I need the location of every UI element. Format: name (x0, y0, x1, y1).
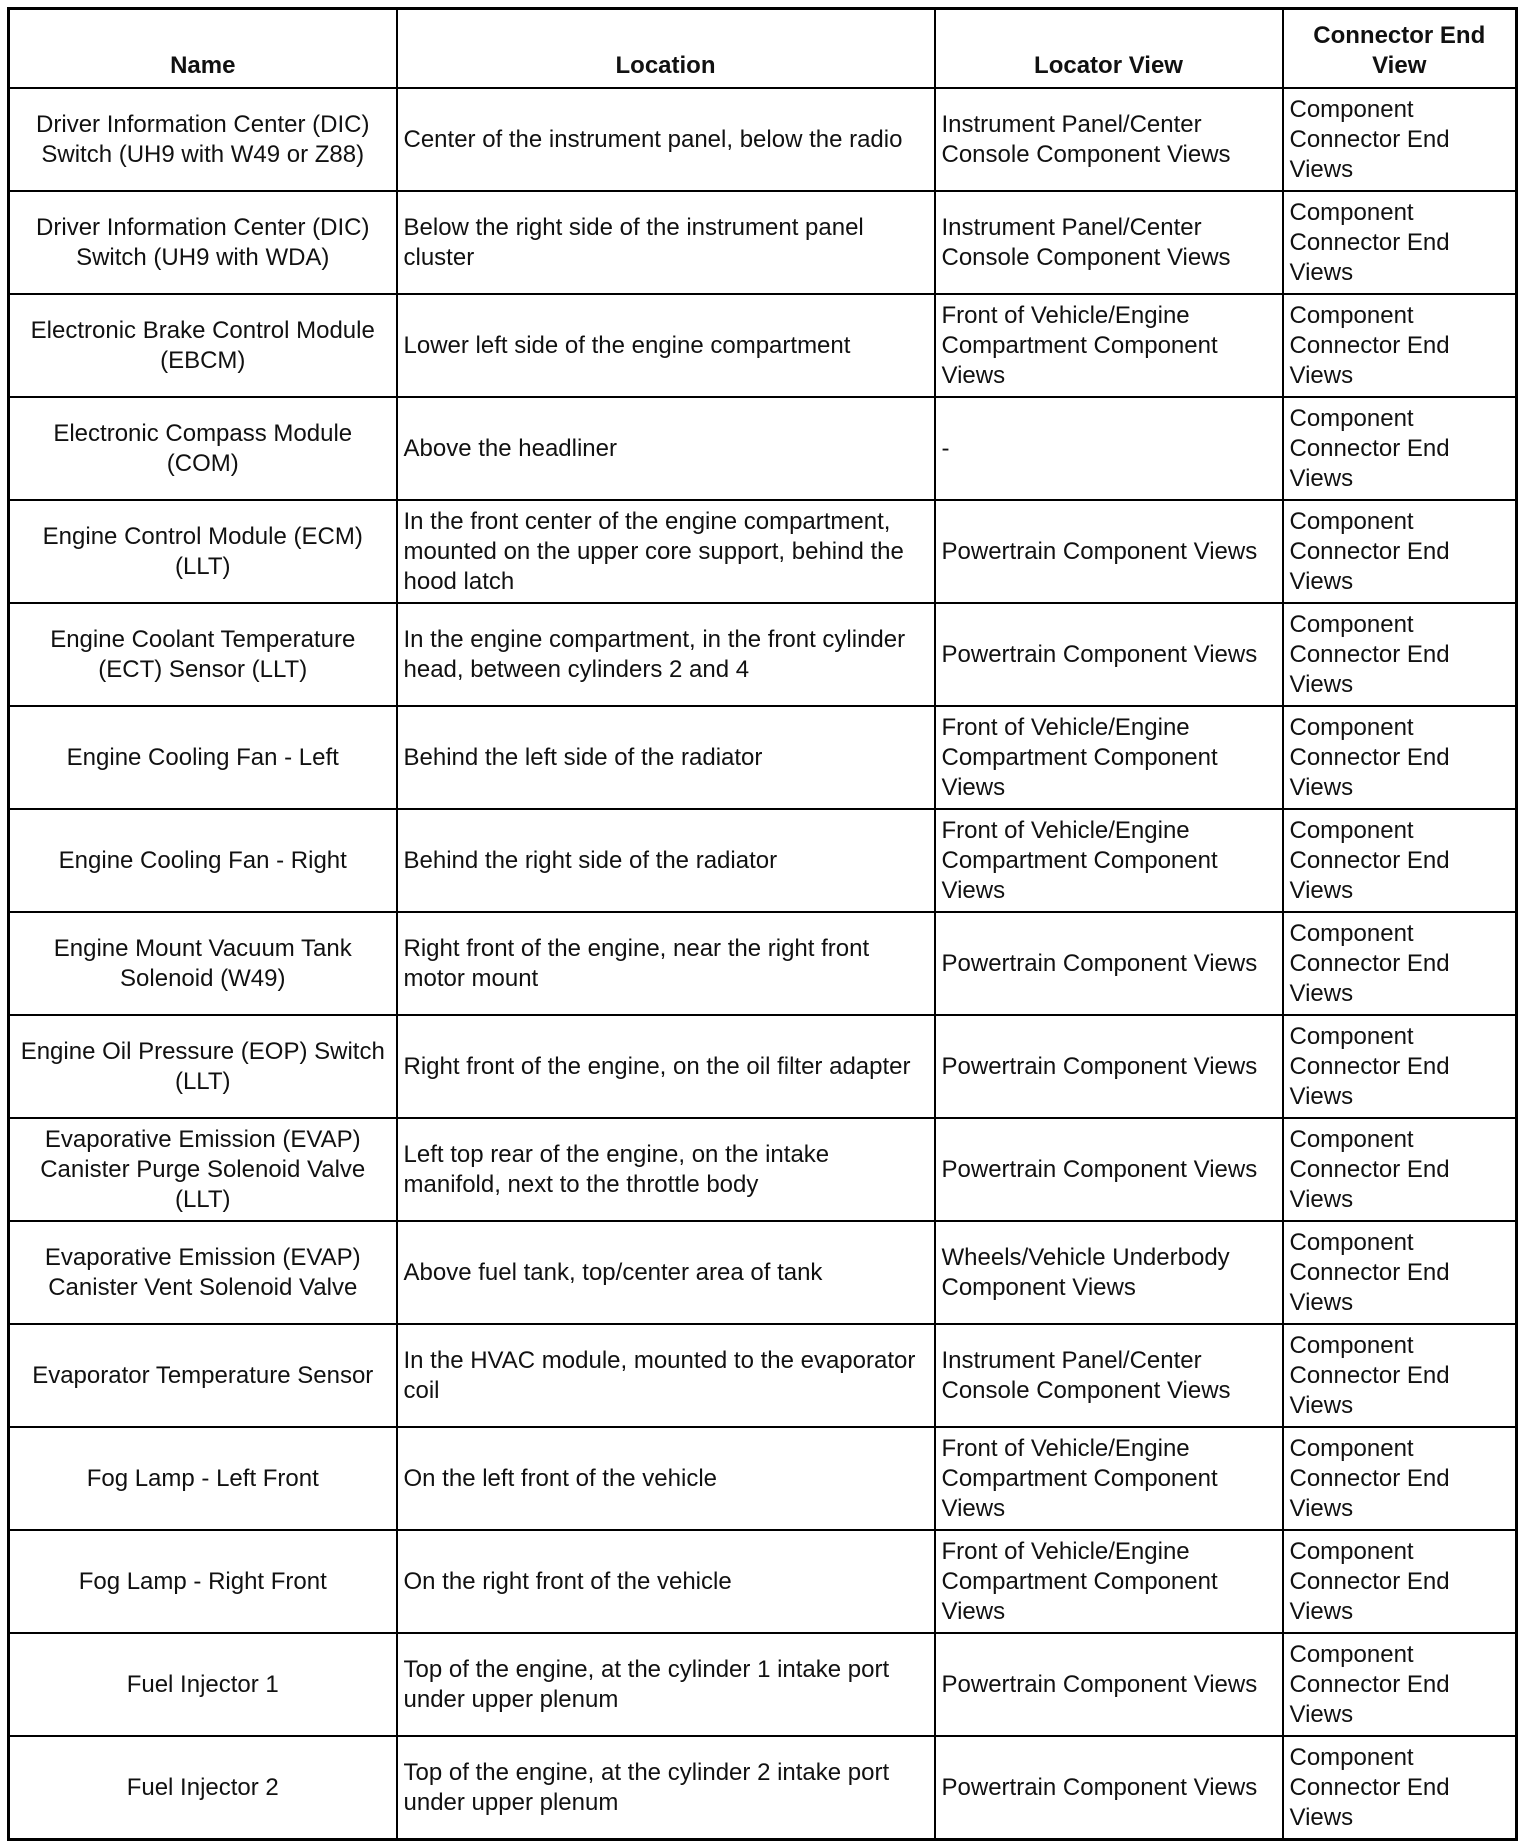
cell-location: Top of the engine, at the cylinder 1 intake port under upper plenum (397, 1633, 935, 1736)
cell-locator-view: Powertrain Component Views (935, 912, 1283, 1015)
header-name: Name (9, 9, 397, 89)
cell-connector-end-view: Component Connector End Views (1283, 809, 1517, 912)
table-row (9, 809, 1517, 912)
cell-locator-view: Front of Vehicle/Engine Compartment Component Views (935, 294, 1283, 397)
cell-location: Above the headliner (397, 397, 935, 500)
table-body (9, 88, 1517, 1840)
header-location: Location (397, 9, 935, 89)
cell-connector-end-view: Component Connector End Views (1283, 1118, 1517, 1221)
cell-name: Evaporative Emission (EVAP) Canister Purge Solenoid Valve (LLT) (9, 1118, 397, 1221)
cell-name: Driver Information Center (DIC) Switch (UH9 with W49 or Z88) (9, 88, 397, 191)
table-header (9, 9, 1517, 89)
cell-connector-end-view: Component Connector End Views (1283, 1221, 1517, 1324)
cell-connector-end-view: Component Connector End Views (1283, 1015, 1517, 1118)
header-connector-end-view: Connector End View (1283, 9, 1517, 89)
cell-locator-view: Instrument Panel/Center Console Component Views (935, 191, 1283, 294)
cell-connector-end-view: Component Connector End Views (1283, 294, 1517, 397)
cell-connector-end-view: Component Connector End Views (1283, 88, 1517, 191)
cell-location: Center of the instrument panel, below the radio (397, 88, 935, 191)
table-row (9, 1736, 1517, 1840)
cell-connector-end-view: Component Connector End Views (1283, 1633, 1517, 1736)
cell-name: Driver Information Center (DIC) Switch (UH9 with WDA) (9, 191, 397, 294)
table-row (9, 912, 1517, 1015)
table-row (9, 1633, 1517, 1736)
cell-locator-view: Powertrain Component Views (935, 1633, 1283, 1736)
cell-location: Behind the right side of the radiator (397, 809, 935, 912)
cell-location: Right front of the engine, near the right front motor mount (397, 912, 935, 1015)
cell-location: In the front center of the engine compartment, mounted on the upper core support, behind the hood latch (397, 500, 935, 603)
cell-name: Fog Lamp - Right Front (9, 1530, 397, 1633)
cell-name: Fog Lamp - Left Front (9, 1427, 397, 1530)
cell-location: Lower left side of the engine compartment (397, 294, 935, 397)
table-row (9, 1427, 1517, 1530)
cell-location: In the engine compartment, in the front cylinder head, between cylinders 2 and 4 (397, 603, 935, 706)
cell-name: Fuel Injector 2 (9, 1736, 397, 1840)
component-locator-table-container (7, 7, 1515, 1841)
cell-connector-end-view: Component Connector End Views (1283, 1324, 1517, 1427)
cell-connector-end-view: Component Connector End Views (1283, 912, 1517, 1015)
table-row (9, 88, 1517, 191)
header-locator-view: Locator View (935, 9, 1283, 89)
cell-locator-view: Front of Vehicle/Engine Compartment Component Views (935, 706, 1283, 809)
cell-location: Right front of the engine, on the oil filter adapter (397, 1015, 935, 1118)
cell-connector-end-view: Component Connector End Views (1283, 191, 1517, 294)
cell-locator-view: Front of Vehicle/Engine Compartment Component Views (935, 1530, 1283, 1633)
cell-locator-view: Powertrain Component Views (935, 603, 1283, 706)
cell-location: On the left front of the vehicle (397, 1427, 935, 1530)
table-row (9, 706, 1517, 809)
cell-connector-end-view: Component Connector End Views (1283, 500, 1517, 603)
table-row (9, 1324, 1517, 1427)
table-row (9, 500, 1517, 603)
cell-location: Behind the left side of the radiator (397, 706, 935, 809)
table-row (9, 1530, 1517, 1633)
cell-name: Evaporator Temperature Sensor (9, 1324, 397, 1427)
cell-name: Evaporative Emission (EVAP) Canister Vent Solenoid Valve (9, 1221, 397, 1324)
cell-locator-view: Wheels/Vehicle Underbody Component Views (935, 1221, 1283, 1324)
cell-location: On the right front of the vehicle (397, 1530, 935, 1633)
cell-location: Left top rear of the engine, on the intake manifold, next to the throttle body (397, 1118, 935, 1221)
cell-connector-end-view: Component Connector End Views (1283, 1530, 1517, 1633)
cell-locator-view: Powertrain Component Views (935, 1736, 1283, 1840)
cell-locator-view: Powertrain Component Views (935, 1118, 1283, 1221)
cell-name: Engine Coolant Temperature (ECT) Sensor (LLT) (9, 603, 397, 706)
cell-name: Engine Control Module (ECM) (LLT) (9, 500, 397, 603)
cell-locator-view: Powertrain Component Views (935, 1015, 1283, 1118)
cell-name: Engine Cooling Fan - Right (9, 809, 397, 912)
cell-connector-end-view: Component Connector End Views (1283, 1427, 1517, 1530)
cell-name: Electronic Brake Control Module (EBCM) (9, 294, 397, 397)
cell-locator-view: Front of Vehicle/Engine Compartment Component Views (935, 809, 1283, 912)
table-row (9, 191, 1517, 294)
table-row (9, 1118, 1517, 1221)
cell-location: Below the right side of the instrument panel cluster (397, 191, 935, 294)
cell-connector-end-view: Component Connector End Views (1283, 706, 1517, 809)
cell-connector-end-view: Component Connector End Views (1283, 397, 1517, 500)
cell-locator-view: Instrument Panel/Center Console Component Views (935, 88, 1283, 191)
cell-locator-view: Instrument Panel/Center Console Component Views (935, 1324, 1283, 1427)
cell-name: Electronic Compass Module (COM) (9, 397, 397, 500)
cell-locator-view: Front of Vehicle/Engine Compartment Component Views (935, 1427, 1283, 1530)
cell-location: Above fuel tank, top/center area of tank (397, 1221, 935, 1324)
cell-connector-end-view: Component Connector End Views (1283, 603, 1517, 706)
cell-name: Fuel Injector 1 (9, 1633, 397, 1736)
cell-location: In the HVAC module, mounted to the evaporator coil (397, 1324, 935, 1427)
table-row (9, 603, 1517, 706)
header-row (9, 9, 1517, 89)
table-row (9, 1015, 1517, 1118)
cell-location: Top of the engine, at the cylinder 2 intake port under upper plenum (397, 1736, 935, 1840)
table-row (9, 397, 1517, 500)
cell-locator-view: Powertrain Component Views (935, 500, 1283, 603)
cell-name: Engine Cooling Fan - Left (9, 706, 397, 809)
cell-locator-view: - (935, 397, 1283, 500)
cell-connector-end-view: Component Connector End Views (1283, 1736, 1517, 1840)
table-row (9, 1221, 1517, 1324)
cell-name: Engine Mount Vacuum Tank Solenoid (W49) (9, 912, 397, 1015)
component-locator-table (7, 7, 1518, 1841)
table-row (9, 294, 1517, 397)
cell-name: Engine Oil Pressure (EOP) Switch (LLT) (9, 1015, 397, 1118)
